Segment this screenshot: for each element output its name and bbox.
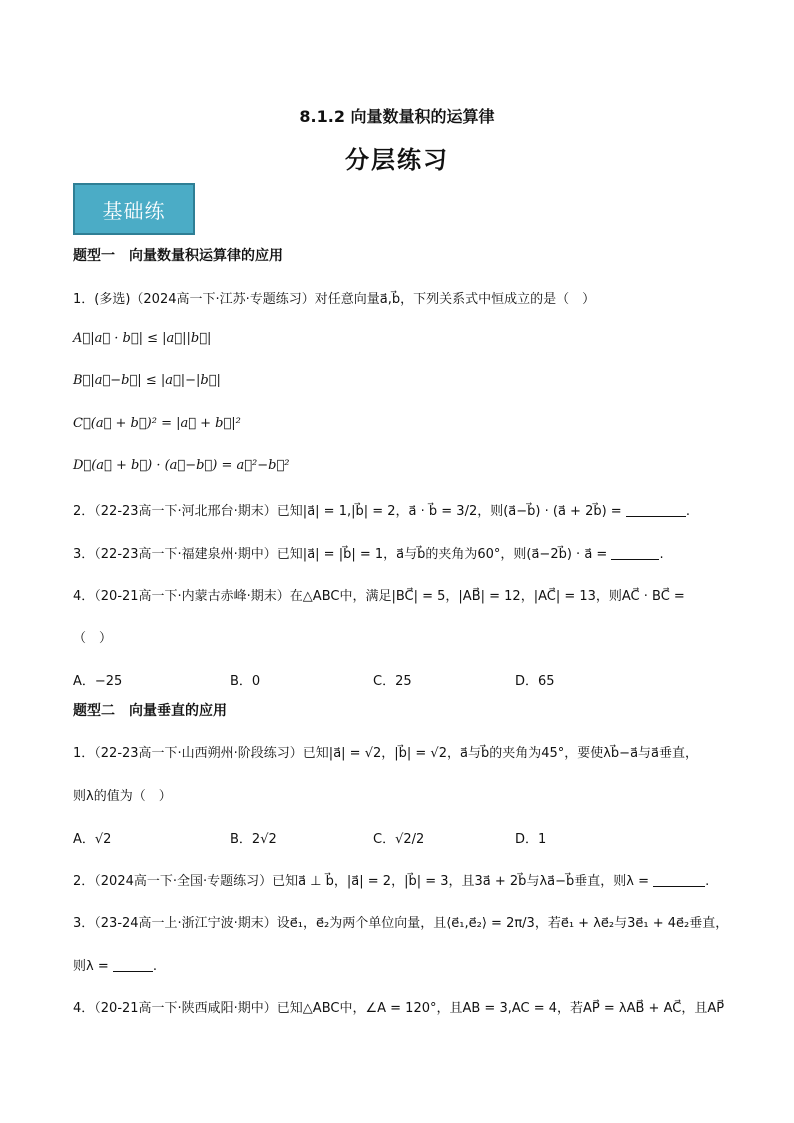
question-2-1-cont: 则λ的值为（ ）: [73, 789, 172, 804]
options-row: [73, 828, 723, 848]
answer-blank[interactable]: [113, 959, 153, 972]
option-b: B．0: [230, 674, 261, 689]
option-a: A．−25: [73, 674, 123, 689]
question-1-2: 2．（22-23高一下·河北邢台·期末）已知|a⃗| = 1,|b⃗| = 2，a⃗ · b⃗ = 3/2，则(a⃗−b⃗) · (a⃗ + 2b⃗) = .: [73, 504, 690, 519]
option-d: D．(a⃗ + b⃗) · (a⃗−b⃗) = a⃗²−b⃗²: [73, 458, 290, 473]
section-heading-1: 题型一 向量数量积运算律的应用: [73, 248, 283, 264]
option-a: A．√2: [73, 832, 112, 847]
page-subtitle: 分层练习: [345, 146, 449, 174]
question-2-3-cont: 则λ = .: [73, 959, 157, 974]
option-a: A．|a⃗ · b⃗| ≤ |a⃗||b⃗|: [73, 331, 212, 346]
question-2-3-text: 则λ =: [73, 959, 109, 974]
answer-blank[interactable]: [626, 504, 686, 517]
question-2-4: 4．（20-21高一下·陕西咸阳·期中）已知△ABC中，∠A = 120°，且AB = 3,AC = 4，若AP⃗ = λAB⃗ + AC⃗，且AP⃗: [73, 1001, 725, 1016]
section-heading-2: 题型二 向量垂直的应用: [73, 703, 227, 719]
option-d: D．65: [515, 674, 555, 689]
option-d: D．1: [515, 832, 547, 847]
question-2-1: 1．（22-23高一下·山西朔州·阶段练习）已知|a⃗| = √2，|b⃗| = √2，a⃗与b⃗的夹角为45°，要使λb⃗−a⃗与a⃗垂直，: [73, 746, 699, 761]
option-b: B．|a⃗−b⃗| ≤ |a⃗|−|b⃗|: [73, 373, 221, 388]
question-2-2-text: 2．（2024高一下·全国·专题练习）已知a⃗ ⊥ b⃗，|a⃗| = 2，|b⃗| = 3，且3a⃗ + 2b⃗与λa⃗−b⃗垂直，则λ =: [73, 874, 649, 889]
question-2-2: 2．（2024高一下·全国·专题练习）已知a⃗ ⊥ b⃗，|a⃗| = 2，|b⃗| = 3，且3a⃗ + 2b⃗与λa⃗−b⃗垂直，则λ = .: [73, 874, 710, 889]
option-c: C．√2/2: [373, 832, 425, 847]
question-1-4: 4．（20-21高一下·内蒙古赤峰·期末）在△ABC中，满足|BC⃗| = 5，|AB⃗| = 12，|AC⃗| = 13，则AC⃗ · BC⃗ =: [73, 589, 685, 604]
question-1-1: 1．(多选)（2024高一下·江苏·专题练习）对任意向量a⃗,b⃗，下列关系式中恒成立的是（ ）: [73, 292, 596, 307]
question-1-3-text: 3．（22-23高一下·福建泉州·期中）已知|a⃗| = |b⃗| = 1，a⃗与b⃗的夹角为60°，则(a⃗−2b⃗) · a⃗ =: [73, 547, 608, 562]
options-row: [73, 670, 723, 690]
question-1-3: 3．（22-23高一下·福建泉州·期中）已知|a⃗| = |b⃗| = 1，a⃗与b⃗的夹角为60°，则(a⃗−2b⃗) · a⃗ = .: [73, 547, 664, 562]
option-b: B．2√2: [230, 832, 277, 847]
option-c: C．25: [373, 674, 412, 689]
answer-blank[interactable]: [611, 547, 659, 560]
question-2-3: 3．（23-24高一上·浙江宁波·期末）设e⃗₁，e⃗₂为两个单位向量，且⟨e⃗₁,e⃗₂⟩ = 2π/3，若e⃗₁ + λe⃗₂与3e⃗₁ + 4e⃗₂垂直，: [73, 916, 729, 931]
answer-blank[interactable]: [653, 874, 705, 887]
page-title: 8.1.2 向量数量积的运算律: [299, 107, 495, 126]
question-1-2-text: 2．（22-23高一下·河北邢台·期末）已知|a⃗| = 1,|b⃗| = 2，a⃗ · b⃗ = 3/2，则(a⃗−b⃗) · (a⃗ + 2b⃗) =: [73, 504, 622, 519]
question-1-4-bracket: （ ）: [73, 631, 113, 646]
option-c: C．(a⃗ + b⃗)² = |a⃗ + b⃗|²: [73, 416, 241, 431]
level-badge: 基础练: [73, 183, 195, 235]
